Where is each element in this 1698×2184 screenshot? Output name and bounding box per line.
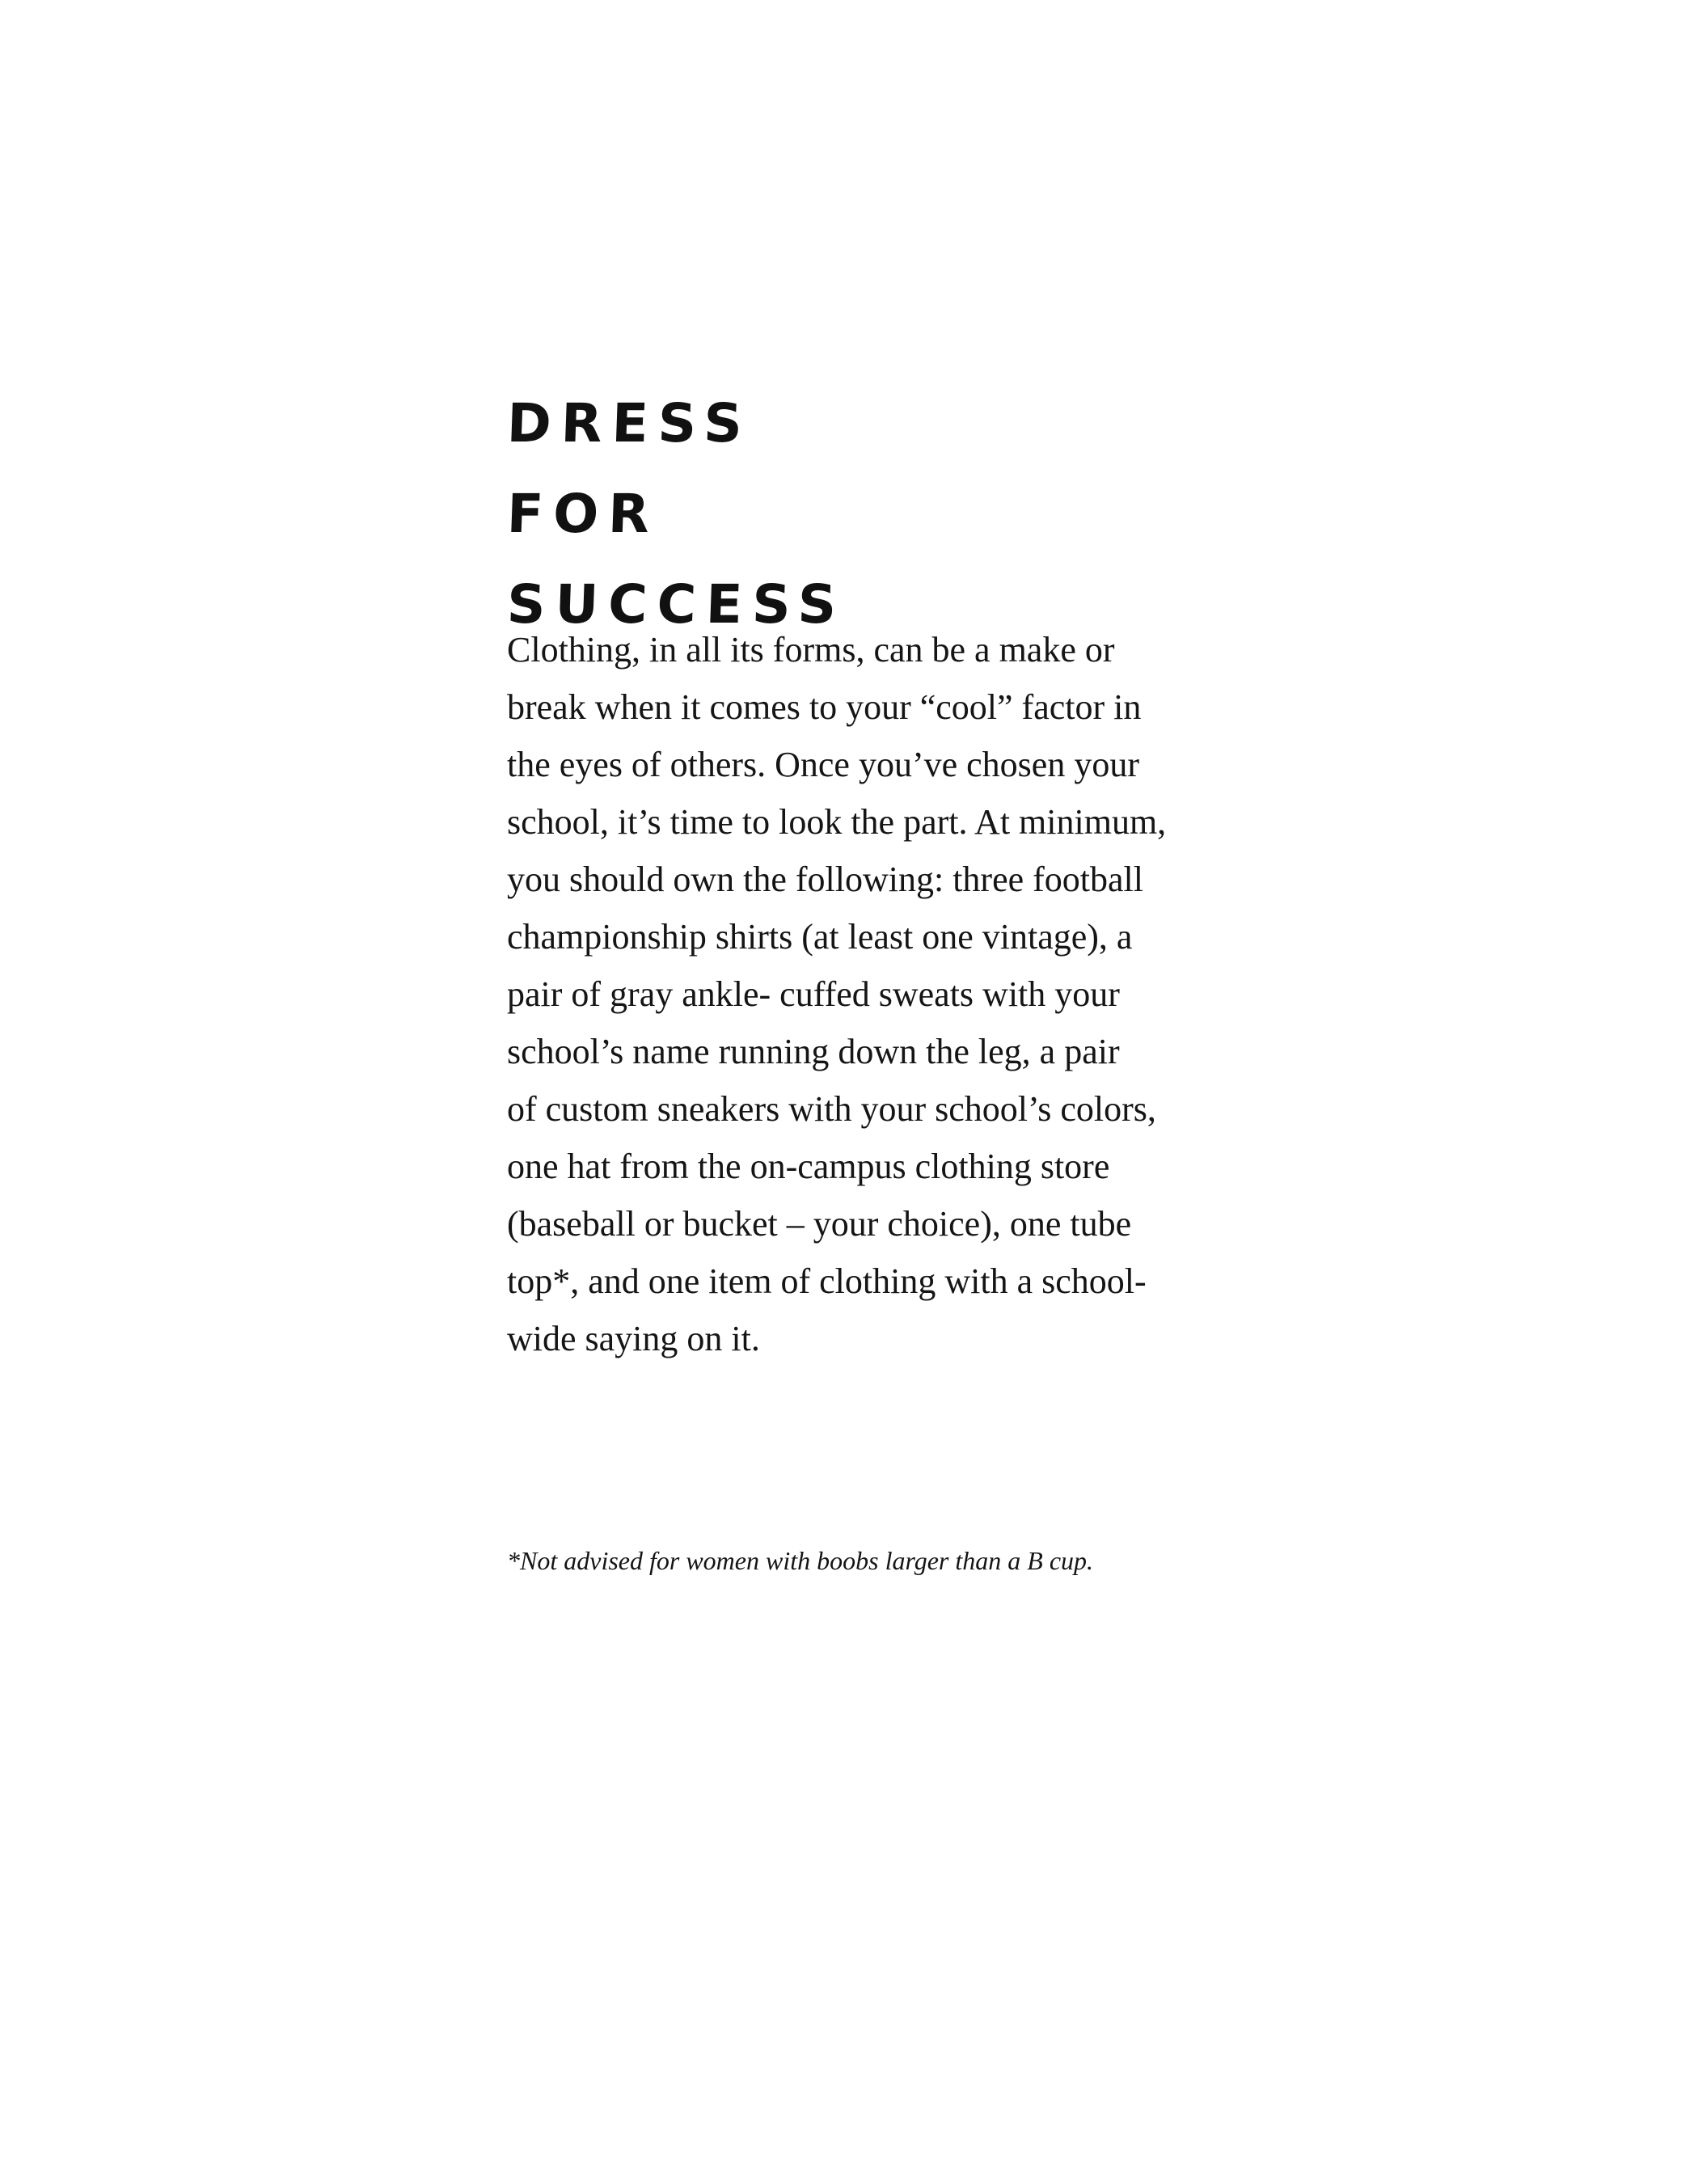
body-line: championship shirts (at least one vintage), a (507, 917, 1133, 957)
title-line-1: DRESS (505, 392, 754, 454)
body-line: (baseball or bucket – your choice), one tube (507, 1204, 1132, 1244)
title-line-2: FOR (505, 483, 661, 545)
title-line-3: SUCCESS (505, 573, 847, 636)
body-line: you should own the following: three football (507, 860, 1143, 899)
page-title (507, 378, 1235, 650)
body-line: of custom sneakers with your school’s colors, (507, 1089, 1156, 1129)
body-line: Clothing, in all its forms, can be a make or (507, 630, 1115, 670)
body-line: top*, and one item of clothing with a school- (507, 1261, 1147, 1301)
footnote: *Not advised for women with boobs larger than a B cup. (507, 1546, 1094, 1575)
body-line: pair of gray ankle- cuffed sweats with your (507, 974, 1120, 1014)
body-line: wide saying on it. (507, 1319, 760, 1358)
body-line: one hat from the on-campus clothing store (507, 1147, 1110, 1186)
body-line: break when it comes to your “cool” factor in (507, 687, 1142, 727)
body-paragraph (507, 621, 1219, 1367)
body-line: the eyes of others. Once you’ve chosen your (507, 745, 1139, 784)
body-line: school’s name running down the leg, a pair (507, 1032, 1120, 1071)
body-line: school, it’s time to look the part. At minimum, (507, 802, 1167, 842)
